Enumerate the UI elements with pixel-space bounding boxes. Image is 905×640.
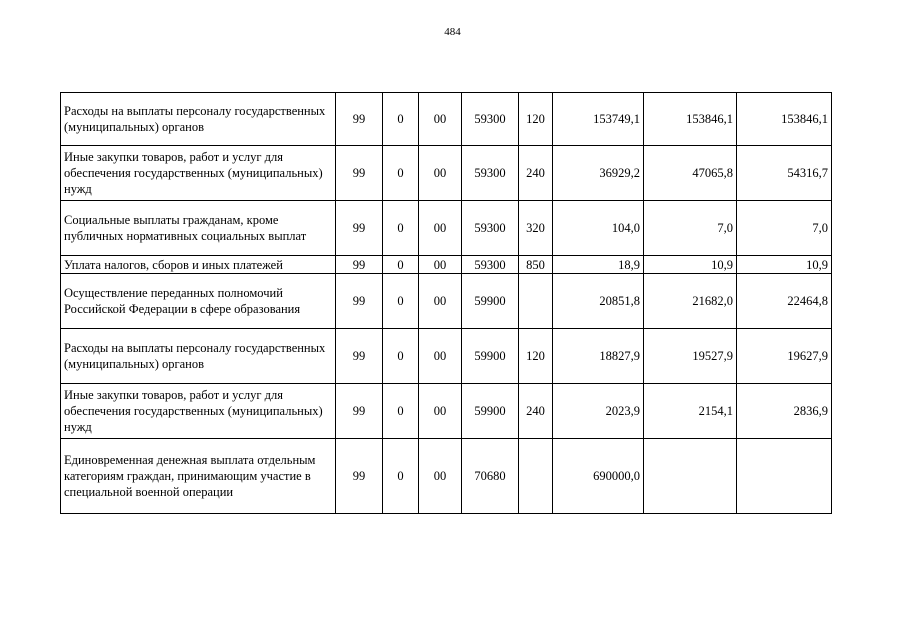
amount-year-1-cell: 20851,8 [553,274,644,329]
ministry-code-cell: 99 [336,329,383,384]
section-code-cell: 0 [383,93,419,146]
amount-year-2-cell: 7,0 [644,201,737,256]
expense-type-cell: 240 [519,384,553,439]
table-row [61,384,832,439]
section-code-cell: 0 [383,439,419,514]
amount-year-1-cell: 2023,9 [553,384,644,439]
expense-type-cell [519,439,553,514]
subsection-code-cell: 00 [419,201,462,256]
amount-year-1-cell: 18827,9 [553,329,644,384]
subsection-code-cell: 00 [419,93,462,146]
section-code-cell: 0 [383,384,419,439]
expense-type-cell: 240 [519,146,553,201]
expense-type-cell: 850 [519,256,553,274]
expense-name-cell: Иные закупки товаров, работ и услуг для обеспечения государственных (муниципальных) нужд [61,384,336,439]
target-article-cell: 59300 [462,146,519,201]
target-article-cell: 59300 [462,256,519,274]
amount-year-3-cell: 10,9 [737,256,832,274]
ministry-code-cell: 99 [336,256,383,274]
subsection-code-cell: 00 [419,256,462,274]
table-row [61,146,832,201]
ministry-code-cell: 99 [336,439,383,514]
expense-name-cell: Иные закупки товаров, работ и услуг для обеспечения государственных (муниципальных) нужд [61,146,336,201]
subsection-code-cell: 00 [419,384,462,439]
target-article-cell: 59900 [462,329,519,384]
amount-year-2-cell: 21682,0 [644,274,737,329]
amount-year-2-cell: 153846,1 [644,93,737,146]
expense-type-cell: 320 [519,201,553,256]
amount-year-2-cell: 2154,1 [644,384,737,439]
expense-name-cell: Осуществление переданных полномочий Российской Федерации в сфере образования [61,274,336,329]
subsection-code-cell: 00 [419,274,462,329]
amount-year-1-cell: 18,9 [553,256,644,274]
amount-year-1-cell: 36929,2 [553,146,644,201]
amount-year-3-cell [737,439,832,514]
expense-type-cell: 120 [519,93,553,146]
amount-year-3-cell: 54316,7 [737,146,832,201]
target-article-cell: 59300 [462,201,519,256]
ministry-code-cell: 99 [336,384,383,439]
expense-name-cell: Расходы на выплаты персоналу государственных (муниципальных) органов [61,93,336,146]
target-article-cell: 59300 [462,93,519,146]
amount-year-3-cell: 2836,9 [737,384,832,439]
expense-name-cell: Уплата налогов, сборов и иных платежей [61,256,336,274]
ministry-code-cell: 99 [336,146,383,201]
section-code-cell: 0 [383,274,419,329]
section-code-cell: 0 [383,201,419,256]
table-row [61,439,832,514]
page-number: 484 [444,26,461,38]
section-code-cell: 0 [383,329,419,384]
amount-year-3-cell: 153846,1 [737,93,832,146]
table-row [61,256,832,274]
amount-year-3-cell: 7,0 [737,201,832,256]
amount-year-1-cell: 690000,0 [553,439,644,514]
expense-type-cell: 120 [519,329,553,384]
target-article-cell: 70680 [462,439,519,514]
target-article-cell: 59900 [462,274,519,329]
subsection-code-cell: 00 [419,146,462,201]
expense-name-cell: Единовременная денежная выплата отдельным категориям граждан, принимающим участие в специальной военной операции [61,439,336,514]
table-row [61,93,832,146]
expense-type-cell [519,274,553,329]
table-row [61,201,832,256]
amount-year-2-cell: 47065,8 [644,146,737,201]
amount-year-2-cell [644,439,737,514]
amount-year-1-cell: 104,0 [553,201,644,256]
ministry-code-cell: 99 [336,274,383,329]
table-row [61,329,832,384]
section-code-cell: 0 [383,146,419,201]
table-row [61,274,832,329]
amount-year-3-cell: 22464,8 [737,274,832,329]
amount-year-1-cell: 153749,1 [553,93,644,146]
subsection-code-cell: 00 [419,439,462,514]
section-code-cell: 0 [383,256,419,274]
amount-year-3-cell: 19627,9 [737,329,832,384]
expense-name-cell: Социальные выплаты гражданам, кроме публичных нормативных социальных выплат [61,201,336,256]
ministry-code-cell: 99 [336,93,383,146]
subsection-code-cell: 00 [419,329,462,384]
ministry-code-cell: 99 [336,201,383,256]
budget-table [60,92,832,514]
amount-year-2-cell: 10,9 [644,256,737,274]
amount-year-2-cell: 19527,9 [644,329,737,384]
target-article-cell: 59900 [462,384,519,439]
expense-name-cell: Расходы на выплаты персоналу государственных (муниципальных) органов [61,329,336,384]
